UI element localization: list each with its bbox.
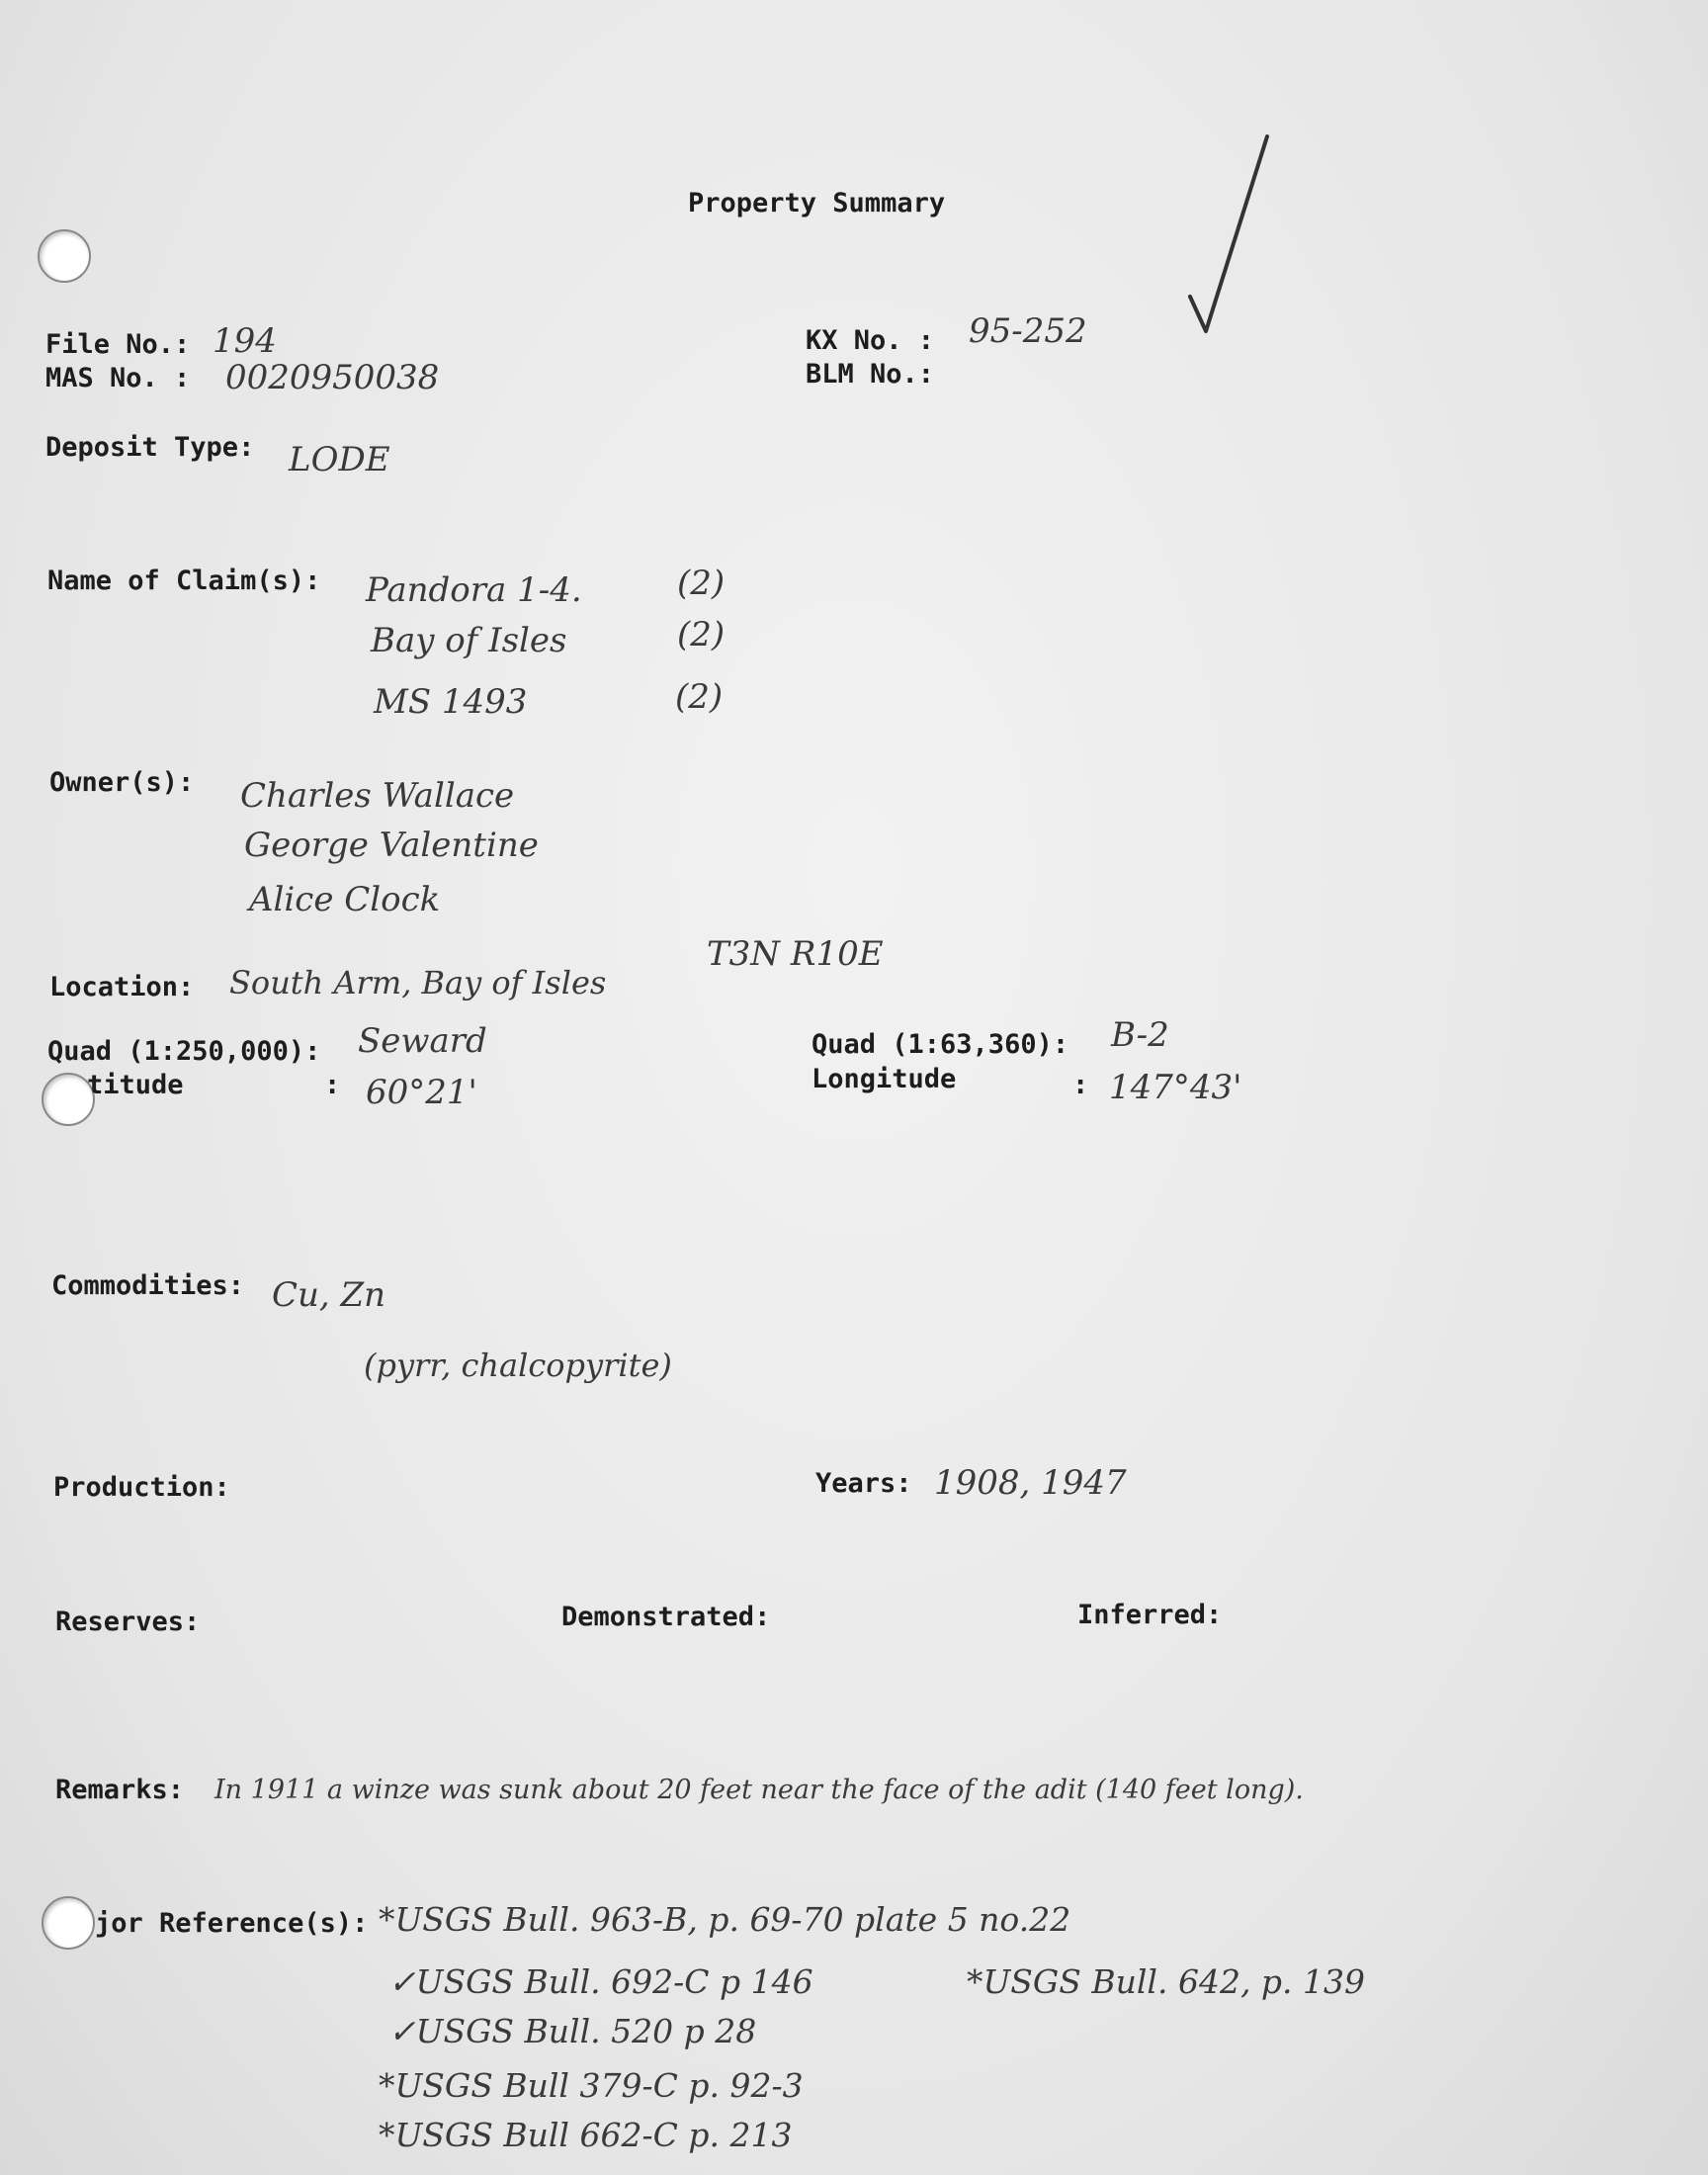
latitude-label: titude [87, 1070, 184, 1100]
remarks-label: Remarks: [55, 1775, 185, 1805]
location-township: T3N R10E [707, 934, 884, 974]
claim-note: (2) [677, 564, 726, 603]
punch-hole-bottom [42, 1896, 95, 1950]
page-title: Property Summary [688, 188, 946, 218]
production-label: Production: [53, 1472, 230, 1503]
reference-item: *USGS Bull 379-C p. 92-3 [379, 2066, 804, 2105]
reference-side-item: *USGS Bull. 642, p. 139 [967, 1962, 1366, 2001]
kx-no-label: KX No. : [806, 325, 935, 356]
quad-250-label: Quad (1:250,000): [47, 1036, 321, 1067]
longitude-label: Longitude [811, 1064, 957, 1094]
claims-label: Name of Claim(s): [47, 566, 321, 596]
latitude-separator: : [324, 1070, 341, 1100]
commodities-minerals: (pyrr, chalcopyrite) [364, 1347, 672, 1384]
quad-63-label: Quad (1:63,360): [811, 1029, 1069, 1060]
punch-hole-top [38, 229, 91, 283]
inferred-label: Inferred: [1077, 1600, 1223, 1630]
reference-item: *USGS Bull. 963-B, p. 69-70 plate 5 no.22 [379, 1900, 1071, 1939]
reference-item: ✓USGS Bull. 692-C p 146 [388, 1962, 813, 2001]
years-value: 1908, 1947 [934, 1463, 1127, 1503]
claim-note: (2) [675, 677, 724, 717]
quad-250-value: Seward [358, 1021, 487, 1061]
owner-name: Alice Clock [249, 880, 441, 919]
quad-63-value: B-2 [1111, 1015, 1169, 1055]
checkmark-icon [1186, 129, 1275, 346]
file-no-value: 194 [213, 321, 277, 361]
location-label: Location: [49, 972, 195, 1002]
claim-note: (2) [677, 615, 726, 654]
mas-no-label: MAS No. : [45, 363, 191, 393]
owners-label: Owner(s): [49, 767, 195, 798]
commodities-label: Commodities: [51, 1270, 245, 1301]
demonstrated-label: Demonstrated: [561, 1602, 771, 1632]
references-label: jor Reference(s): [95, 1908, 369, 1939]
reserves-label: Reserves: [55, 1607, 201, 1637]
owner-name: Charles Wallace [240, 776, 515, 816]
kx-no-value: 95-252 [969, 311, 1087, 351]
years-label: Years: [815, 1468, 912, 1499]
longitude-value: 147°43' [1109, 1068, 1242, 1107]
reference-item: *USGS Bull 662-C p. 213 [379, 2116, 793, 2154]
reference-item: ✓USGS Bull. 520 p 28 [388, 2012, 757, 2050]
location-value: South Arm, Bay of Isles [229, 964, 607, 1001]
owner-name: George Valentine [244, 826, 539, 865]
claim-name: Bay of Isles [371, 621, 567, 660]
claim-name: Pandora 1-4. [366, 570, 582, 610]
claim-name: MS 1493 [374, 682, 528, 722]
remarks-value: In 1911 a winze was sunk about 20 feet near the face of the adit (140 feet long). [214, 1775, 1304, 1805]
commodities-value: Cu, Zn [272, 1275, 386, 1315]
longitude-separator: : [1072, 1070, 1089, 1100]
latitude-value: 60°21' [366, 1073, 477, 1112]
deposit-type-value: LODE [289, 440, 390, 479]
blm-no-label: BLM No.: [806, 359, 935, 390]
mas-no-value: 0020950038 [225, 358, 440, 397]
deposit-type-label: Deposit Type: [45, 432, 255, 463]
file-no-label: File No.: [45, 329, 191, 360]
